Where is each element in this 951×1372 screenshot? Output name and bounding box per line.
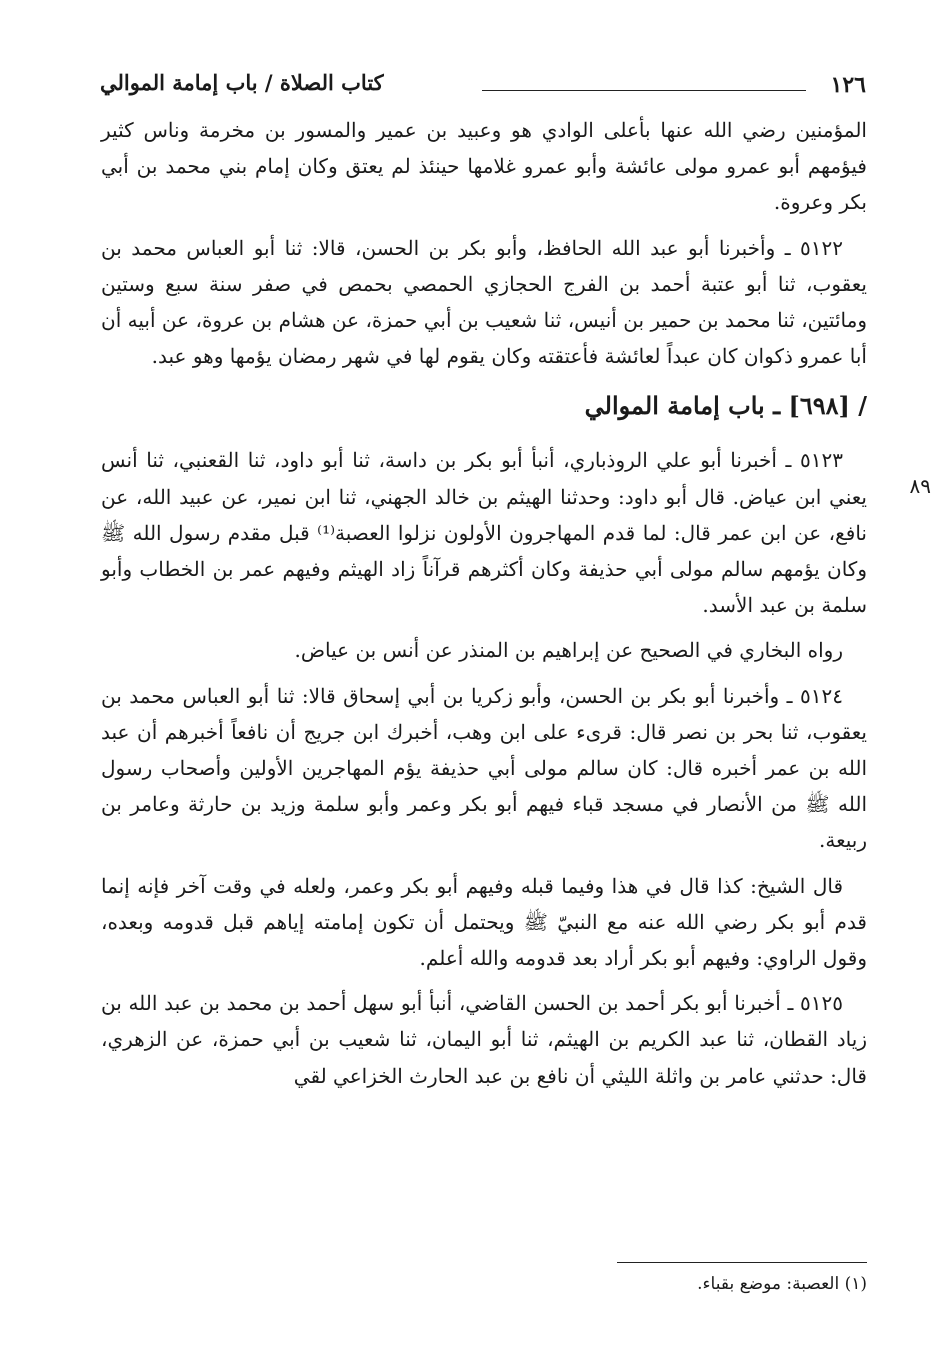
page-header — [100, 62, 866, 102]
header-rule — [482, 90, 806, 91]
footnote: (١) العصبة: موضع بقباء. — [697, 1274, 867, 1294]
page-number: ١٢٦ — [830, 72, 866, 98]
sheikh-comment: قال الشيخ: كذا قال في هذا وفيما قبله وفيهم أبو بكر وعمر، ولعله في وقت آخر فإنه إنما قدم أبو بكر رضي الله عنه مع النبيّ ﷺ ويحتمل أن تكون إمامته إياهم قبل قدومه وبعده، وقول الراوي: وفيهم أبو بكر أراد بعد قدومه والله أعلم. — [101, 873, 867, 971]
section-heading: / [٦٩٨] ـ باب إمامة الموالي — [584, 391, 867, 421]
hadith-5124: ٥١٢٤ ـ وأخبرنا أبو بكر بن الحسن، وأبو زكريا بن أبي إسحاق قالا: ثنا أبو العباس محمد بن يعقوب، ثنا بحر بن نصر قال: قرىء على ابن وهب، أخبرك ابن جريج أن نافعاً أخبرهم أن عبد الله بن عمر أخبره قال: كان سالم مولى أبي حذيفة يؤم المهاجرين الأولين وأصحاب رسول الله ﷺ من الأنصار في مسجد قباء فيهم أبو بكر وعمر وأبو سلمة وزيد بن حارثة وعامر بن ربيعة. — [101, 683, 867, 853]
footnote-rule — [617, 1262, 867, 1263]
paragraph-continuation: المؤمنين رضي الله عنها بأعلى الوادي هو وعبيد بن عمير والمسور بن مخرمة وناس كثير فيؤمهم أبو عمرو مولى عائشة وأبو عمرو غلامها حينئذ لم يعتق وكان إمام بني محمد بن أبي بكر وعروة. — [101, 118, 867, 215]
margin-page-reference: ٨٩ — [909, 474, 931, 498]
hadith-5125: ٥١٢٥ ـ أخبرنا أبو بكر أحمد بن الحسن القاضي، أنبأ أبو سهل أحمد بن محمد بن عبد الله بن زياد القطان، ثنا عبد الكريم بن الهيثم، ثنا أبو اليمان، ثنا شعيب بن أبي حمزة، عن الزهري، قال: حدثني عامر بن واثلة الليثي أن نافع بن عبد الحارث الخزاعي لقي — [101, 991, 867, 1088]
body-text — [101, 112, 867, 1103]
running-title: كتاب الصلاة / باب إمامة الموالي — [100, 70, 384, 95]
bukhari-note: رواه البخاري في الصحيح عن إبراهيم بن المنذر عن أنس بن عياض. — [294, 638, 843, 663]
hadith-5123: ٥١٢٣ ـ أخبرنا أبو علي الروذباري، أنبأ أبو بكر بن داسة، ثنا أبو داود، ثنا القعنبي، ثنا أنس يعني ابن عياض. قال أبو داود: وحدثنا الهيثم بن خالد الجهني، ثنا ابن نمير، عن عبيد الله، عن نافع، عن ابن عمر قال: لما قدم المهاجرون الأولون نزلوا العصبة⁽¹⁾ قبل مقدم رسول الله ﷺ وكان يؤمهم سالم مولى أبي حذيفة وكان أكثرهم قرآناً زاد الهيثم وفيهم عمر بن الخطاب وأبو سلمة بن عبد الأسد. — [101, 448, 867, 618]
hadith-5122: ٥١٢٢ ـ وأخبرنا أبو عبد الله الحافظ، وأبو بكر بن الحسن، قالا: ثنا أبو العباس محمد بن يعقوب، ثنا أبو عتبة أحمد بن الفرج الحجازي الحمصي بحمص في صفر سنة سبع وستين ومائتين، ثنا محمد بن حمير بن أنيس، ثنا شعيب بن أبي حمزة، عن هشام بن عروة، عن أبيه أن أبا عمرو ذكوان كان عبداً لعائشة فأعتقته وكان يقوم لها في شهر رمضان يؤمها وهو عبد. — [101, 235, 867, 369]
